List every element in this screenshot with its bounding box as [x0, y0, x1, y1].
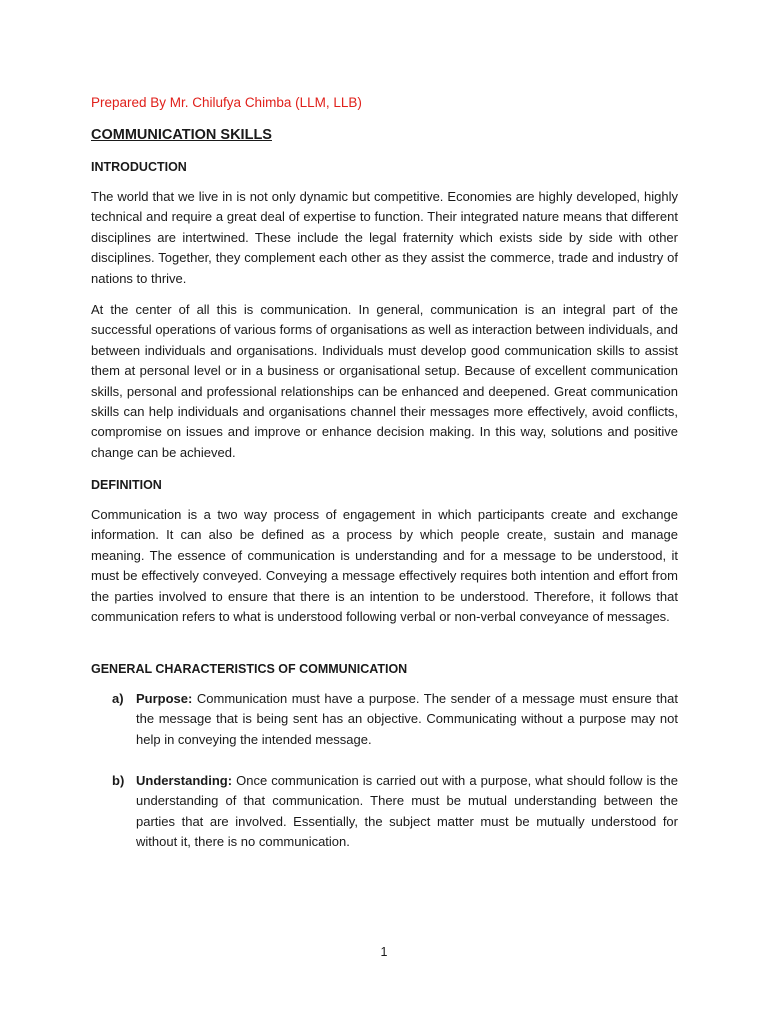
heading-introduction: INTRODUCTION — [91, 160, 187, 174]
list-item-text: Once communication is carried out with a purpose, what should follow is the understanding of that communication. There must be mutual understanding between the parties that are involved. Essentially, the subject matter must be mutually understood for without it, there is no communication. — [136, 773, 678, 850]
document-title: COMMUNICATION SKILLS — [91, 127, 272, 143]
introduction-paragraph-1: The world that we live in is not only dynamic but competitive. Economies are highly developed, highly technical and require a great deal of expertise to function. Their integrated nature means that different disciplines are intertwined. These include the legal fraternity which exists side by side with other disciplines. Together, they complement each other as they assist the commerce, trade and industry of nations to thrive. — [91, 189, 678, 286]
definition-paragraph: Communication is a two way process of engagement in which participants create and exchange information. It can also be defined as a process by which people create, sustain and manage meaning. The essence of communication is understanding and for a message to be understood, it must be effectively conveyed. Conveying a message effectively requires both intention and effort from the parties involved to ensure that there is an intention to be understood. Therefore, it follows that communication refers to what is understood following verbal or non-verbal conveyance of messages. — [91, 507, 678, 625]
heading-characteristics: GENERAL CHARACTERISTICS OF COMMUNICATION — [91, 662, 408, 676]
list-marker: b) — [112, 773, 125, 788]
list-item-body — [136, 771, 678, 853]
heading-definition: DEFINITION — [91, 478, 162, 492]
list-item-term: Understanding: — [136, 773, 233, 788]
list-marker: a) — [112, 691, 124, 706]
page-number: 1 — [380, 945, 388, 959]
introduction-paragraph-2: At the center of all this is communication. In general, communication is an integral part of the successful operations of various forms of organisations as well as interaction between individuals, and between individuals and organisations. Individuals must develop good communication skills to assist them at personal level or in a business or organisational setup. Because of excellent communication skills, personal and professional relationships can be enhanced and deepened. Great communication skills can help individuals and organisations channel their messages more effectively, avoid conflicts, compromise on issues and improve or enhance decision making. In this way, solutions and positive change can be achieved. — [91, 302, 678, 460]
list-item-text: Communication must have a purpose. The sender of a message must ensure that the message that is being sent has an objective. Communicating without a purpose may not help in conveying the intended message. — [136, 691, 678, 747]
list-item-body — [136, 689, 678, 750]
author-line: Prepared By Mr. Chilufya Chimba (LLM, LLB) — [91, 95, 362, 110]
list-item-term: Purpose: — [136, 691, 193, 706]
